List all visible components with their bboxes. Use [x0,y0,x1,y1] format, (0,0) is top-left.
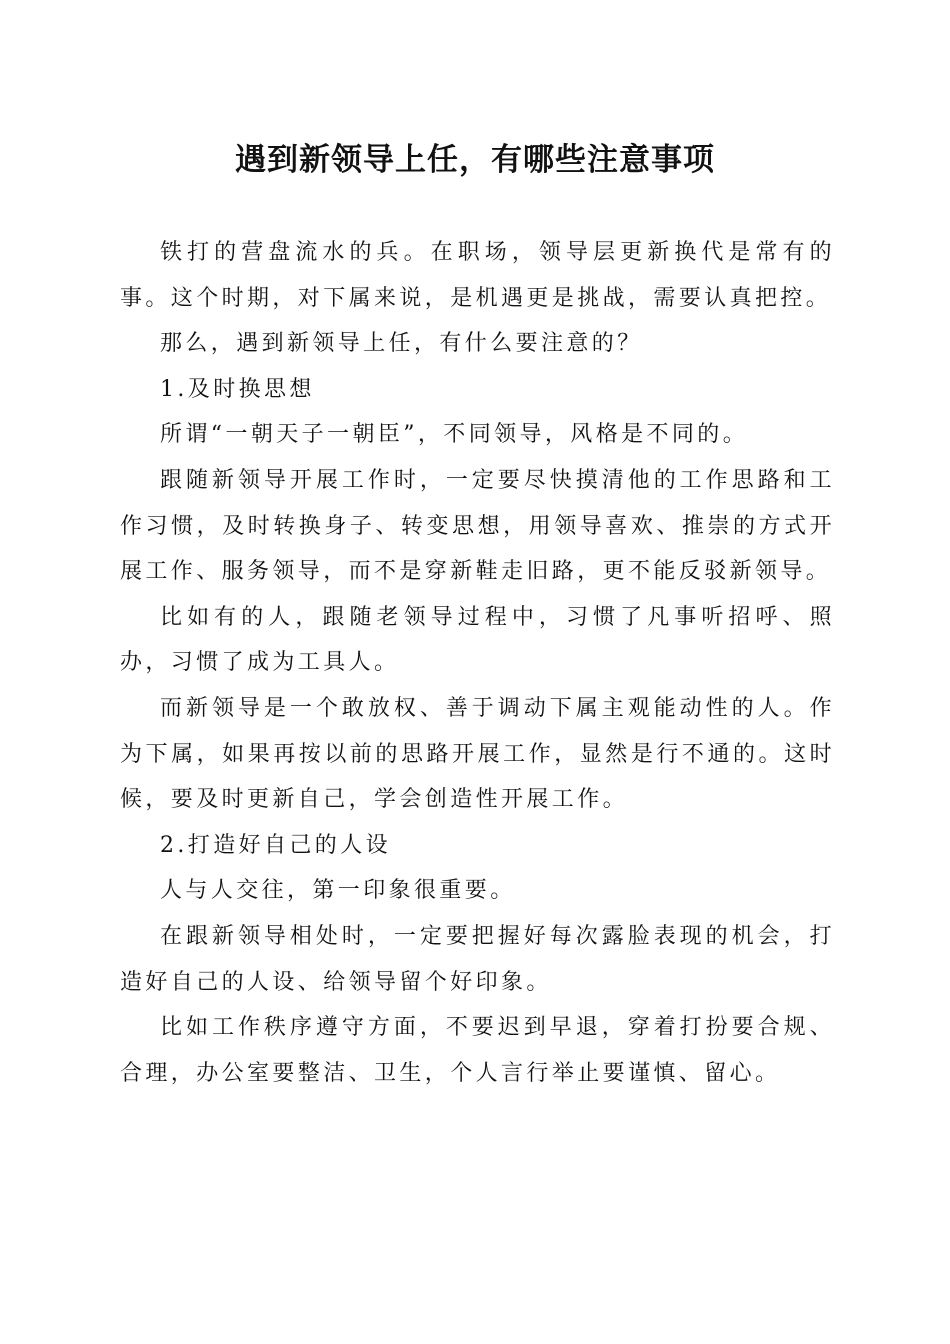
paragraph: 跟随新领导开展工作时，一定要尽快摸清他的工作思路和工作习惯，及时转换身子、转变思想，用领导喜欢、推崇的方式开展工作、服务领导，而不是穿新鞋走旧路，更不能反驳新领导。 [120,467,835,585]
section-heading-1: 1.及时换思想 [160,376,315,402]
document-title: 遇到新领导上任，有哪些注意事项 [235,142,715,178]
paragraph: 比如有的人，跟随老领导过程中，习惯了凡事听招呼、照办，习惯了成为工具人。 [120,604,835,676]
paragraph: 在跟新领导相处时，一定要把握好每次露脸表现的机会，打造好自己的人设、给领导留个好印象。 [120,923,835,995]
paragraph-intro: 铁打的营盘流水的兵。在职场，领导层更新换代是常有的事。这个时期，对下属来说，是机遇更是挑战，需要认真把控。 [120,240,835,311]
section-heading-2: 2.打造好自己的人设 [160,832,391,858]
paragraph: 而新领导是一个敢放权、善于调动下属主观能动性的人。作为下属，如果再按以前的思路开展工作，显然是行不通的。这时候，要及时更新自己，学会创造性开展工作。 [120,695,835,813]
paragraph: 所谓“一朝天子一朝臣”，不同领导，风格是不同的。 [160,422,749,448]
paragraph: 人与人交往，第一印象很重要。 [160,878,516,904]
paragraph-question: 那么，遇到新领导上任，有什么要注意的？ [160,331,643,357]
document-body [120,230,835,1096]
paragraph: 比如工作秩序遵守方面，不要迟到早退，穿着打扮要合规、合理，办公室要整洁、卫生，个人言行举止要谨慎、留心。 [120,1015,835,1086]
